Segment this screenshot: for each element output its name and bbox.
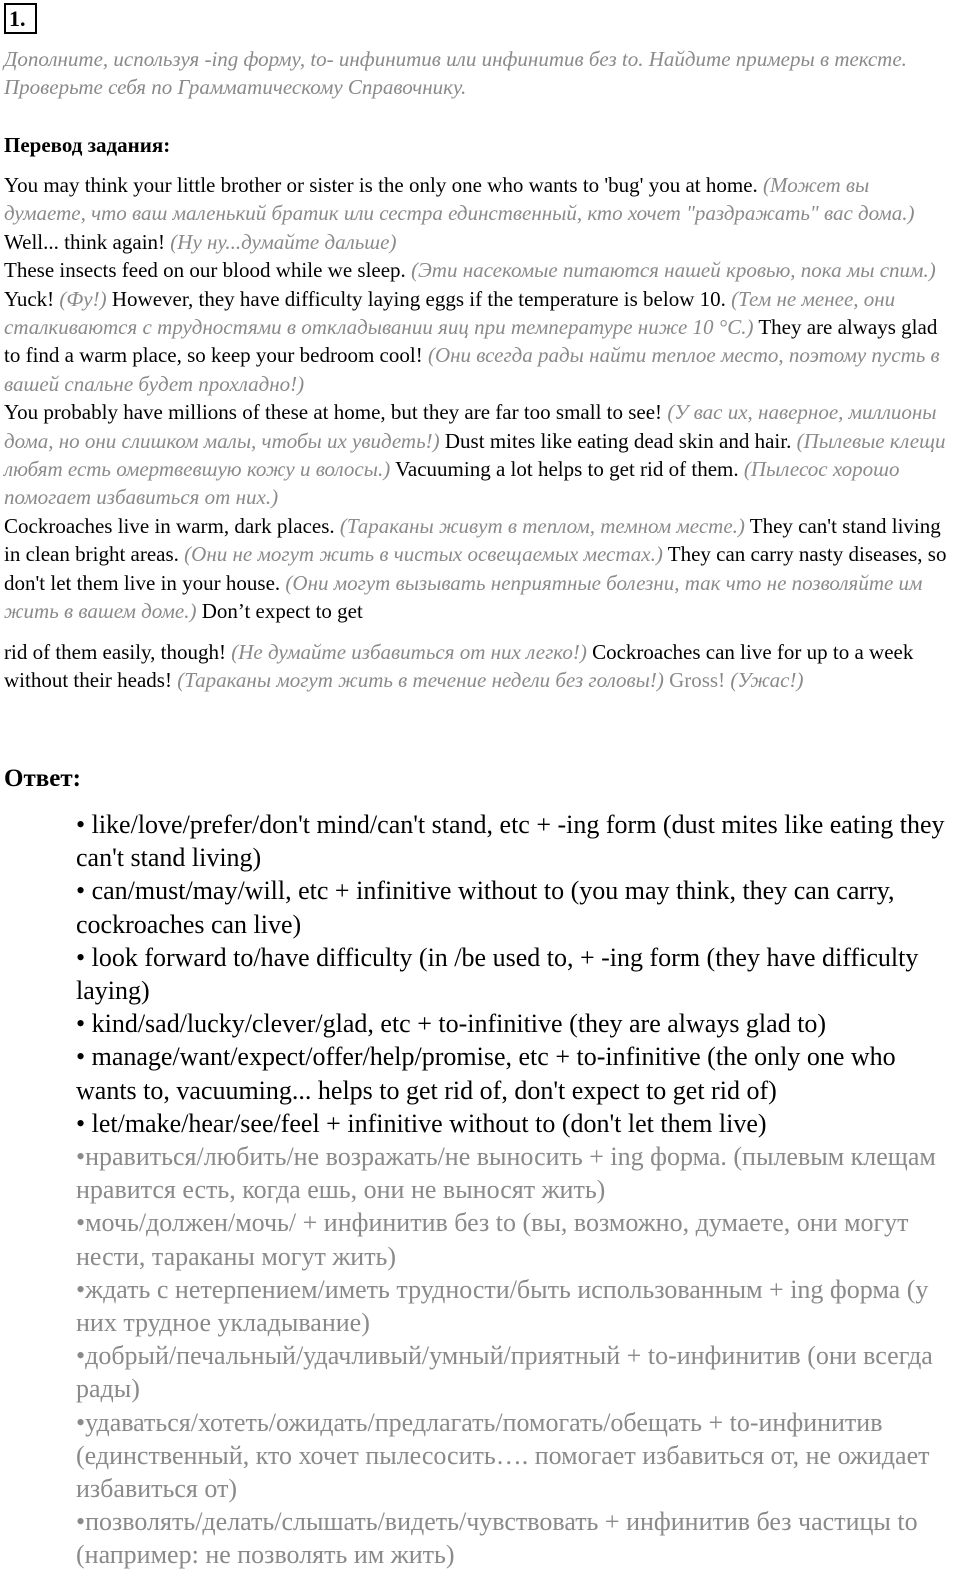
sentence-en: They can't stand living in clean bright areas. — [4, 513, 941, 567]
spacer — [4, 626, 956, 638]
sentence-en: rid of them easily, though! — [4, 639, 227, 664]
sentence-ru: (Тараканы могут жить в течение недели без головы!) — [177, 667, 664, 692]
paragraph-3 — [4, 398, 956, 512]
sentence-en: They can carry nasty diseases, so don't let them live in your house. — [4, 542, 947, 595]
sentence-en: Cockroaches live in warm, dark places. — [4, 513, 335, 538]
sentence-en: You may think your little brother or sister is the only one who wants to 'bug' you at home. — [4, 173, 758, 197]
sentence-en: Cockroaches can live for up to a week without their heads! — [4, 639, 914, 692]
sentence-en: Gross! — [669, 667, 726, 692]
answer-list — [76, 808, 946, 1572]
sentence-ru: (Они не могут жить в чистых освещаемых местах.) — [184, 542, 663, 567]
sentence-ru: (Тем не менее, они сталкиваются с трудностями в откладывании яиц при температуре ниже 10 °C.) — [4, 286, 896, 340]
sentence-ru: (У вас их, наверное, миллионы дома, но они слишком малы, чтобы их увидеть!) — [4, 400, 937, 453]
answer-item-ru: •позволять/делать/слышать/видеть/чувствовать + инфинитив без частицы to (например: не позволять им жить) — [76, 1507, 918, 1570]
answer-item-en: • can/must/may/will, etc + infinitive without to (you may think, they can carry, cockroaches can live) — [76, 876, 895, 939]
sentence-ru: (Может вы думаете, что ваш маленький братик или сестра единственный, кто хочет "раздражать" вас дома.) — [4, 173, 915, 226]
sentence-en: Well... think again! — [4, 229, 166, 254]
answer-item-ru: •мочь/должен/мочь/ + инфинитив без to (вы, возможно, думаете, они могут нести, тараканы могут жить) — [76, 1208, 909, 1271]
answer-item-en: • manage/want/expect/offer/help/promise, etc + to-infinitive (the only one who wants to, vacuuming... helps to get rid of, don't expect to get rid of) — [76, 1042, 896, 1105]
sentence-en: Vacuuming a lot helps to get rid of them. — [395, 457, 739, 482]
sentence-ru: (Пылесос хорошо помогает избавиться от них.) — [4, 457, 900, 510]
sentence-ru: (Ужас!) — [730, 667, 804, 692]
answer-item-en: • let/make/hear/see/feel + infinitive without to (don't let them live) — [76, 1108, 767, 1138]
sentence-ru: (Тараканы живут в теплом, темном месте.) — [339, 513, 745, 538]
task-number: 1. — [4, 3, 37, 34]
sentence-ru: (Эти насекомые питаются нашей кровью, пока мы спим.) — [411, 258, 936, 283]
paragraph-4 — [4, 512, 956, 626]
answer-item-ru: •добрый/печальный/удачливый/умный/приятный + to-инфинитив (они всегда рады) — [76, 1341, 933, 1404]
sentence-en: Yuck! — [4, 286, 55, 311]
instruction: Дополните, используя -ing форму, to- инфинитив или инфинитив без to. Найдите примеры в тексте. Проверьте себя по Грамматическому Справочнику. — [4, 47, 907, 99]
answer-item-en: • look forward to/have difficulty (in /be used to, + -ing form (they have difficulty laying) — [76, 942, 919, 1006]
sentence-en: These insects feed on our blood while we sleep. — [4, 258, 406, 283]
paragraph-2 — [4, 256, 956, 398]
sentence-en: However, they have difficulty laying eggs if the temperature is below 10. — [111, 286, 726, 311]
sentence-en: Don’t expect to get — [201, 599, 363, 624]
answer-item-ru: •удаваться/хотеть/ожидать/предлагать/помогать/обещать + to-инфинитив (единственный, кто хочет пылесосить…. помогает избавиться от, не ожидает избавиться от) — [76, 1407, 930, 1504]
answer-header: Ответ: — [4, 765, 81, 792]
answer-item-ru: •нравиться/любить/не возражать/не выносить + ing форма. (пылевым клещам нравится есть, когда ешь, они не выносят жить) — [76, 1142, 936, 1205]
paragraph-5 — [4, 638, 956, 695]
answer-item-en: • kind/sad/lucky/clever/glad, etc + to-infinitive (they are always glad to) — [76, 1009, 827, 1039]
answer-item-ru: •ждать с нетерпением/иметь трудности/быть использованным + ing форма (у них трудное укладывание) — [76, 1274, 929, 1338]
sentence-en: Dust mites like eating dead skin and hair. — [444, 428, 792, 453]
sentence-ru: (Они всегда рады найти теплое место, поэтому пусть в вашей спальне будет прохладно!) — [4, 343, 940, 396]
sentence-en: You probably have millions of these at home, but they are far too small to see! — [4, 400, 663, 425]
sentence-en: They are always glad to find a warm place, so keep your bedroom cool! — [4, 315, 938, 368]
sentence-ru: (Пылевые клещи любят есть омертвевшую кожу и волосы.) — [4, 428, 946, 482]
sentence-ru: (Ну ну...думайте дальше) — [170, 229, 397, 254]
answer-item-en: • like/love/prefer/don't mind/can't stand, etc + -ing form (dust mites like eating they can't stand living) — [76, 810, 945, 873]
translation-header: Перевод задания: — [4, 133, 171, 157]
sentence-ru: (Фу!) — [59, 286, 107, 311]
sentence-ru: (Не думайте избавиться от них легко!) — [231, 639, 587, 664]
paragraph-1 — [4, 171, 956, 256]
task-text — [4, 171, 956, 694]
sentence-ru: (Они могут вызывать неприятные болезни, так что не позволяйте им жить в вашем доме.) — [4, 570, 923, 624]
